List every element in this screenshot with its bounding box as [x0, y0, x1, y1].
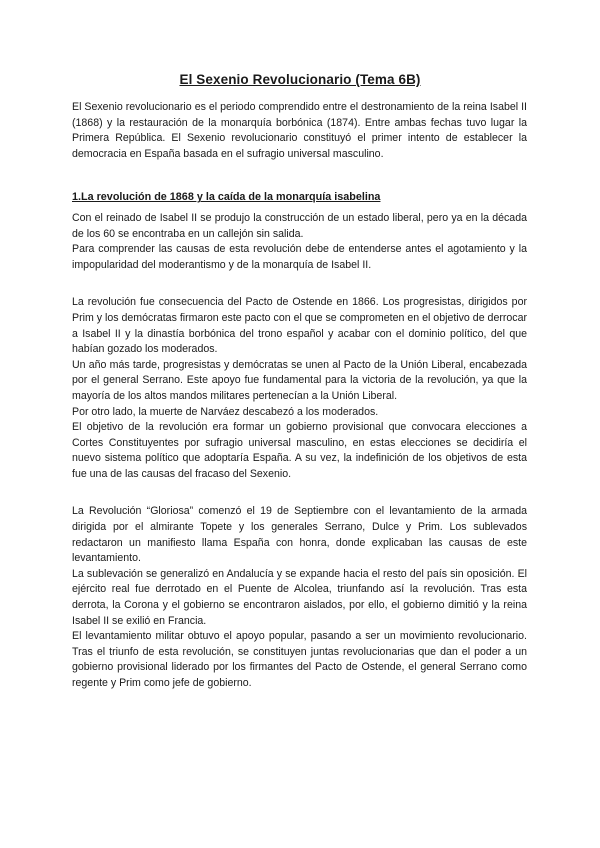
- paragraph: Por otro lado, la muerte de Narváez descabezó a los moderados.: [72, 405, 379, 418]
- paragraph: El levantamiento militar obtuvo el apoyo popular, pasando a ser un movimiento revolucionario. Tras el triunfo de esta revolución, se constituyen juntas revolucionarias que dan el poder a un gobierno provisional liderado por los firmantes del Pacto de Ostende, el general Serrano como regente y Prim como jefe de gobierno.: [72, 630, 527, 689]
- document-title: El Sexenio Revolucionario (Tema 6B): [179, 72, 421, 87]
- paragraph: Un año más tarde, progresistas y demócratas se unen al Pacto de la Unión Liberal, encabezada por el general Serrano. Este apoyo fue fundamental para la victoria de la revolución, ya que la mayoría de los altos mandos militares pertenecían a la Unión Liberal.: [72, 358, 527, 402]
- paragraph: La revolución fue consecuencia del Pacto de Ostende en 1866. Los progresistas, dirigidos por Prim y los demócratas firmaron este pacto con el que se comprometen en el objetivo de derrocar a Isabel II y la dinastía borbónica del trono español y acabar con el dominio político, del que habían gozado los moderados.: [72, 296, 527, 356]
- document-body: [72, 100, 527, 692]
- paragraph: Con el reinado de Isabel II se produjo la construcción de un estado liberal, pero ya en la década de los 60 se encontraba en un callejón sin salida.: [72, 211, 527, 240]
- paragraph: La sublevación se generalizó en Andalucía y se expande hacia el resto del país sin oposición. El ejército real fue derrotado en el Puente de Alcolea, triunfando así la revolución. Tras esta derrota, la Corona y el gobierno se encontraron aislados, por ello, el gobierno dimitió y la reina Isabel II se exilió en Francia.: [72, 567, 527, 627]
- paragraph: La Revolución “Gloriosa” comenzó el 19 de Septiembre con el levantamiento de la armada dirigida por el almirante Topete y los generales Serrano, Dulce y Prim. Los sublevados redactaron un manifiesto llama España con honra, donde explicaban las causas de este levantamiento.: [72, 505, 527, 565]
- paragraph: El objetivo de la revolución era formar un gobierno provisional que convocara elecciones a Cortes Constituyentes por sufragio universal masculino, en estas elecciones se decidiría el nuevo sistema político que adoptaría España. A su vez, la indefinición de los objetivos de esta fue una de las causas del fracaso del Sexenio.: [72, 421, 527, 480]
- section-heading: 1.La revolución de 1868 y la caída de la monarquía isabelina: [72, 191, 381, 204]
- intro-paragraph: El Sexenio revolucionario es el periodo comprendido entre el destronamiento de la reina Isabel II (1868) y la restauración de la monarquía borbónica (1874). Entre ambas fechas tuvo lugar la Primera República. El Sexenio revolucionario constituyó el primer intento de establecer la democracia en España basada en el sufragio universal masculino.: [72, 101, 527, 160]
- paragraph: Para comprender las causas de esta revolución debe de entenderse antes el agotamiento y la impopularidad del moderantismo y de la monarquía de Isabel II.: [72, 243, 527, 271]
